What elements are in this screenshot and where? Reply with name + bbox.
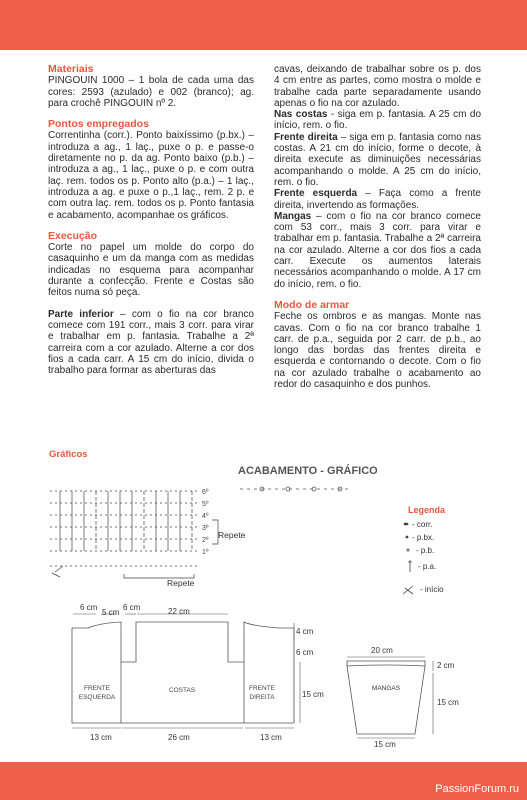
- materiais-text: PINGOUIN 1000 – 1 bola de cada uma das cores: 2593 (azulado) e 002 (branco); ag. para crochê PINGOUIN nº 2.: [48, 75, 254, 109]
- pontos-text: Correntinha (corr.). Ponto baixíssimo (p.bx.) – introduza a ag., 1 laç., puxe o p. e passe-o diretamente no p. da ag. Ponto baixo (p.b.) – introduza a ag., 1 laç., puxe o p. e com outra laç. rem. todos os p. Ponto alto (p.a.) – 1 laç., introduza a ag. e puxe o p.,1 laç., rem. 2 p. e com outra laç. rem. todos os p. Ponto fantasia e acabamento, acompanhae os gráficos.: [48, 130, 254, 221]
- dim-label: 13 cm: [90, 733, 112, 742]
- dim-label: 15 cm: [302, 690, 324, 699]
- repete-label-right: Repete: [218, 530, 246, 540]
- body-pattern-outline: [72, 622, 294, 723]
- frente-esquerda-label: ESQUERDA: [78, 694, 116, 701]
- legenda-title: Legenda: [408, 505, 446, 515]
- row-number: 2º: [202, 537, 209, 544]
- modo-armar-text: Feche os ombros e as mangas. Monte nas cavas. Com o fio na cor branco trabalhe 1 carr. de p.a., seguida por 2 carr. de p.b., ao longo das bordas das frentes direita e esquerda e contornando o decote. Com o fio na cor azulado trabalhe o acabamento ao redor do casaquinho e dos punhos.: [274, 311, 481, 391]
- mangas-text: – com o fio na cor branco comece com 53 corr., mais 3 corr. para virar e trabalhar em p. fantasia. Trabalhe a 2ª carreira na cor azulado. Alterne a cor dos fios a cada carr. Execute os aumentos laterais necessários acompanhando o molde. A 17 cm do início, rem. o fio.: [274, 210, 481, 290]
- legenda-pb: - p.b.: [416, 546, 435, 555]
- dim-label: 20 cm: [371, 646, 393, 655]
- costas-label: COSTAS: [168, 687, 196, 694]
- frente-esquerda-label: FRENTE: [84, 685, 110, 692]
- legenda-pa: - p.a.: [418, 562, 437, 571]
- body-part-labels: [79, 685, 276, 701]
- modo-armar-heading: Modo de armar: [274, 298, 350, 311]
- body-dimension-lines: [72, 614, 300, 728]
- execucao-heading: Execução: [48, 229, 98, 242]
- watermark: PassionForum.ru: [435, 783, 519, 795]
- frente-direita-label: DIREITA: [249, 694, 275, 701]
- dim-label: 15 cm: [437, 698, 459, 707]
- dim-label: 13 cm: [260, 733, 282, 742]
- dim-label: 26 cm: [168, 733, 190, 742]
- frente-esquerda-text: – Faça como a frente direita, invertendo as formações.: [274, 188, 481, 211]
- dim-label: 22 cm: [168, 607, 190, 616]
- frente-direita-text: – siga em p. fantasia como nas costas. A 21 cm do início, forme o decote, à direita execute as diminuições necessárias acompanhando o molde. A 25 cm do início, rem. o fio.: [274, 131, 481, 188]
- costas-label: Nas costas: [274, 109, 328, 121]
- dim-label: 2 cm: [437, 661, 455, 670]
- dim-label: 15 cm: [374, 740, 396, 749]
- graficos-heading: Gráficos: [49, 449, 88, 460]
- legenda-inicio: - início: [420, 585, 444, 594]
- dim-label: 6 cm: [80, 603, 98, 612]
- sleeve-pattern-outline: [347, 661, 425, 734]
- row-number: 6º: [202, 489, 209, 496]
- row-number: 1º: [202, 549, 209, 556]
- frente-esquerda-label: Frente esquerda: [274, 188, 358, 200]
- parte-inferior-text: – com o fio na cor branco comece com 191 corr., mais 3 corr. para virar e trabalhar em p. fantasia. Trabalhe a 2ª carreira com a cor azulado. Alterne a cor dos fios a cada carr. A 15 cm do início, divida o trabalho para formar as aberturas das: [48, 308, 254, 377]
- frente-direita-label: FRENTE: [249, 685, 275, 692]
- dim-label: 4 cm: [296, 627, 314, 636]
- row-number: 5º: [202, 501, 209, 508]
- dim-label: 6 cm: [123, 603, 141, 612]
- stitch-chart: [50, 491, 200, 577]
- materiais-heading: Materiais: [48, 63, 94, 75]
- acabamento-title: ACABAMENTO - GRÁFICO: [238, 465, 378, 477]
- row-number: 3º: [202, 525, 209, 532]
- pontos-heading: Pontos empregados: [48, 118, 149, 131]
- parte-inferior-label: Parte inferior: [48, 308, 114, 320]
- continuation-text: cavas, deixando de trabalhar sobre os p. dos 4 cm entre as partes, como mostra o molde e trabalhe cada parte separadamente usando apenas o fio na cor azulado.: [274, 64, 481, 109]
- repete-label-bottom: Repete: [167, 578, 195, 588]
- frente-direita-label: Frente direita: [274, 131, 338, 143]
- mangas-label: Mangas: [274, 210, 312, 222]
- acabamento-stitch-row: [240, 487, 352, 491]
- execucao-text: Corte no papel um molde do corpo do casaquinho e um da manga com as medidas indicadas no esquema para acompanhar durante a confecção. Frente e Costas são feitos numa só peça.: [48, 242, 254, 299]
- dim-label: 6 cm: [296, 648, 314, 657]
- legenda-corr: - corr.: [412, 520, 433, 529]
- costas-text: - siga em p. fantasia. A 25 cm do início, rem. o fio.: [274, 109, 482, 132]
- legenda-list: [412, 520, 444, 594]
- row-number: 4º: [202, 513, 209, 520]
- legenda-pbx: - p.bx.: [412, 533, 435, 542]
- dim-label: 5 cm: [102, 608, 120, 617]
- row-numbers: [202, 489, 209, 556]
- body-dimensions: [80, 603, 324, 742]
- mangas-label: MANGAS: [371, 685, 401, 692]
